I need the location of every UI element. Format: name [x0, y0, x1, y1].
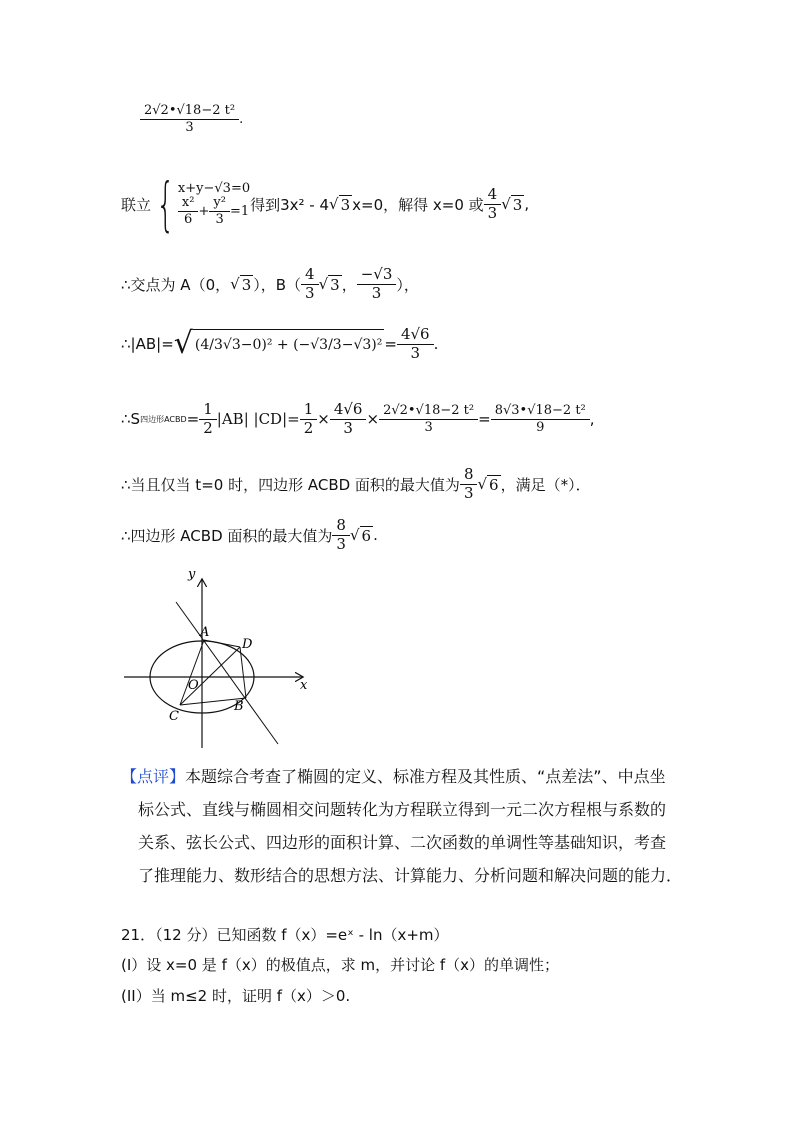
segment-ad	[204, 640, 240, 647]
text-ab-length: ∴|AB|=	[121, 335, 174, 354]
fraction-numerator: 4√6	[333, 400, 363, 418]
question-header: 21．（12 分）已知函数 f（x）=eˣ - ln（x+m）	[121, 926, 449, 944]
equals: =	[384, 335, 397, 354]
expr-line-6: ∴四边形 ACBD 面积的最大值为 $\frac{8}{3}$ √ 6 .	[121, 516, 378, 553]
text-area: ∴S	[121, 410, 141, 429]
punctuation: .	[239, 111, 244, 127]
label-c: C	[169, 709, 179, 724]
left-brace: {	[156, 170, 175, 238]
punctuation: ），	[396, 275, 419, 294]
question-part-2: (II）当 m≤2 时，证明 f（x）＞0.	[121, 987, 351, 1005]
punctuation: .	[373, 526, 378, 545]
fraction-denominator: 2	[199, 419, 217, 437]
axis-y-label: y	[188, 567, 196, 582]
equation-rhs: =1	[229, 204, 250, 219]
expr-line-5: ∴当且仅当 t=0 时，四边形 ACBD 面积的最大值为 $\frac{8}{3}$ √ 6 ，满足（*）．	[121, 465, 591, 502]
label-b: B	[234, 699, 244, 714]
fraction-denominator: 9	[491, 419, 590, 435]
times-sign: ×	[317, 410, 330, 429]
fraction-numerator: 2√2•√18−2 t²	[144, 103, 236, 118]
distance-sqrt: √ (4/3√3−0)² + (−√3/3−√3)²	[173, 326, 383, 362]
label-d: D	[242, 637, 253, 652]
equals: =	[478, 410, 491, 429]
label-a: A	[200, 625, 210, 640]
fraction-denominator: 2	[300, 419, 318, 437]
fraction-denominator: 3	[330, 419, 367, 437]
fraction-numerator: 2√2•√18−2 t²	[383, 403, 475, 419]
text-satisfy: ，满足（*）．	[500, 475, 591, 494]
chord-length-fraction	[142, 104, 237, 134]
expr-line-4	[121, 402, 595, 437]
comment-line-2: 标公式、直线与椭圆相交问题转化为方程联立得到一元二次方程根与系数的	[138, 800, 667, 819]
fraction-numerator: 8	[336, 516, 346, 534]
comment-tag: 【点评】	[121, 767, 186, 786]
comment-line-4: 了推理能力、数形结合的思想方法、计算能力、分析问题和解决问题的能力．	[138, 866, 683, 885]
punctuation: ，	[341, 275, 357, 294]
fraction-denominator: 3	[332, 535, 350, 553]
text-solve: x=0，解得 x=0 或	[352, 195, 484, 214]
segment-cd	[180, 647, 240, 705]
text-max-area: ∴四边形 ACBD 面积的最大值为	[121, 526, 333, 545]
text-intersection: ∴交点为 A（0，	[121, 275, 231, 294]
text-result: 得到3x² - 4	[250, 195, 330, 214]
times-sign: ×	[366, 410, 380, 429]
fraction-denominator: 3	[140, 119, 239, 135]
fraction-numerator: x²	[181, 195, 195, 211]
fraction-numerator: 1	[303, 400, 314, 418]
expr-line-0	[140, 104, 243, 134]
expr-line-1: 联立 { x+y−√3=0 $\frac{\text{x²}}{6}$ + $\frac{\text{y²}}{3}$ =1 得到3x² - 4 √ 3 x=0，解得 x=0 或 $\frac{4}{3}$ √ 3 ,	[121, 170, 530, 238]
ellipse-figure	[118, 562, 318, 752]
segment-ac	[180, 640, 204, 705]
text-combine: 联立	[121, 195, 152, 214]
equals: =	[186, 410, 200, 429]
punctuation: ,	[524, 195, 530, 213]
fraction-denominator: 3	[397, 344, 434, 362]
sqrt-expression: √ 3	[329, 194, 351, 214]
equation-system	[151, 170, 251, 238]
fraction-denominator: 3	[209, 211, 230, 227]
fraction-numerator: 4	[487, 184, 498, 203]
fraction-numerator: y²	[213, 195, 226, 211]
text-point-b: ），B（	[253, 275, 302, 294]
fraction-numerator: 1	[203, 400, 213, 418]
axis-x-label: x	[300, 678, 308, 693]
question-part-1: (I）设 x=0 是 f（x）的极值点，求 m，并讨论 f（x）的单调性；	[121, 956, 560, 974]
text-max-area-condition: ∴当且仅当 t=0 时，四边形 ACBD 面积的最大值为	[121, 475, 460, 494]
fraction-numerator: 4	[305, 265, 315, 283]
comment-line-1: 【点评】本题综合考查了椭圆的定义、标准方程及其性质、“点差法”、中点坐	[121, 767, 666, 786]
fraction-numerator: 8	[463, 465, 474, 483]
fraction-numerator: −√3	[360, 265, 393, 283]
expr-line-2: ∴交点为 A（0， √ 3 ），B（ $\frac{4}{3}$ √ 3 ， $\frac{-√3}{3}$ ），	[121, 265, 419, 302]
comment-line-3: 关系、弦长公式、四边形的面积计算、二次函数的单调性等基础知识，考查	[138, 833, 667, 852]
equation-ellipse: $\frac{\text{x²}}{6}$ + $\frac{\text{y²}}{3}$ =1	[178, 196, 250, 226]
equation-line: x+y−√3=0	[177, 181, 251, 197]
fraction-denominator: 3	[460, 484, 478, 502]
fraction-denominator: 6	[178, 211, 199, 227]
label-origin: O	[188, 678, 199, 693]
text-ab-cd: |AB| |CD|=	[216, 410, 300, 429]
punctuation: ,	[589, 410, 595, 429]
expr-line-3	[121, 327, 438, 362]
comment-block	[121, 760, 701, 892]
area-subscript: 四边形ACBD	[140, 414, 187, 424]
fraction-numerator: 8√3•√18−2 t²	[494, 403, 586, 419]
fraction-denominator: 3	[484, 204, 502, 222]
fraction-denominator: 3	[357, 284, 397, 302]
punctuation: .	[433, 335, 439, 354]
fraction-numerator: 4√6	[400, 325, 430, 343]
fraction-denominator: 3	[379, 419, 478, 435]
fraction-denominator: 3	[301, 284, 319, 302]
